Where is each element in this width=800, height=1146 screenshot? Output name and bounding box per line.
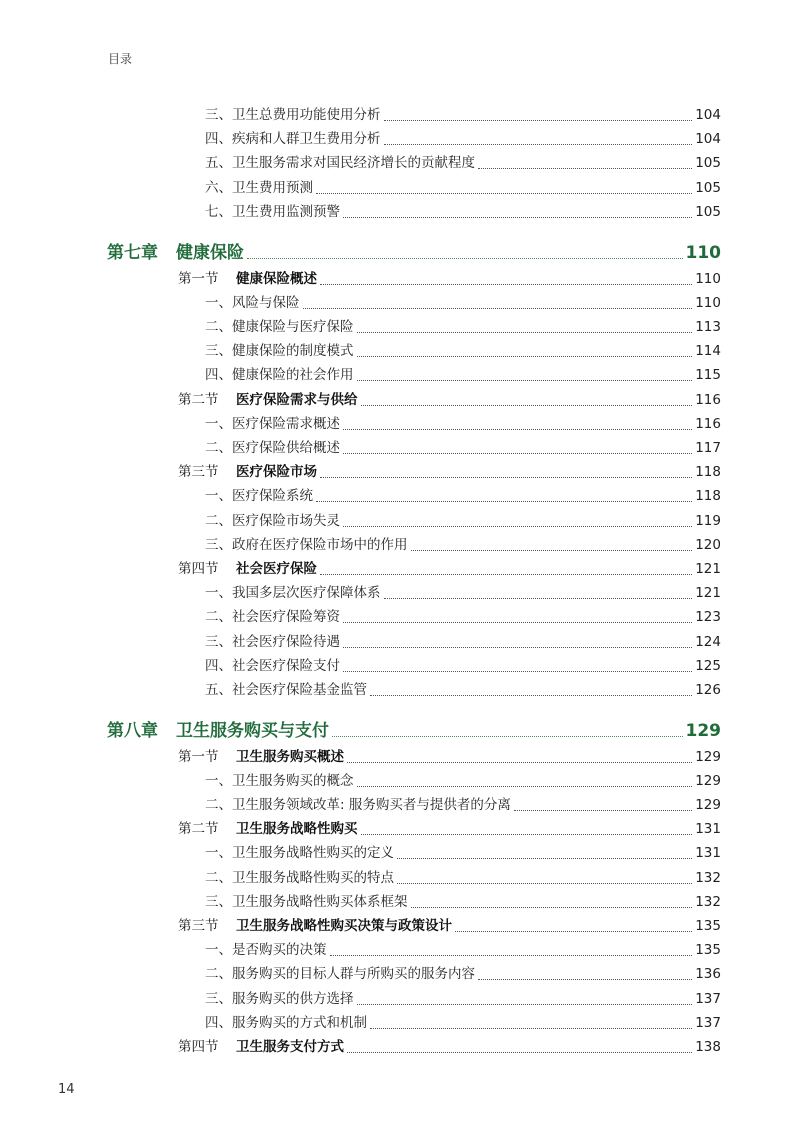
toc-chapter — [107, 239, 721, 267]
toc-page-number: 114 — [695, 343, 721, 360]
toc-page-number: 118 — [695, 488, 721, 505]
toc-item-title: 一、风险与保险 — [205, 294, 300, 311]
toc-item-title: 五、社会医疗保险基金监管 — [205, 681, 367, 698]
dot-leader — [343, 621, 692, 623]
toc-section — [178, 914, 721, 938]
toc-section — [178, 388, 721, 412]
toc-item — [205, 793, 721, 817]
dot-leader — [478, 978, 692, 980]
toc-chapter-title: 健康保险 — [176, 242, 244, 263]
toc-section-number: 第三节 — [178, 918, 219, 934]
dot-leader — [316, 500, 692, 502]
toc-item-title: 四、健康保险的社会作用 — [205, 367, 354, 384]
dot-leader — [384, 143, 693, 145]
toc-section — [178, 1035, 721, 1059]
toc-item — [205, 200, 721, 224]
toc-page-number: 121 — [695, 585, 721, 602]
toc-item-title: 七、卫生费用监测预警 — [205, 203, 340, 220]
toc-page-number: 138 — [695, 1039, 721, 1055]
dot-leader — [320, 283, 692, 285]
toc-page-number: 137 — [695, 990, 721, 1007]
dot-leader — [343, 670, 692, 672]
toc-item — [205, 654, 721, 678]
toc-page-number: 131 — [695, 821, 721, 838]
toc-chapter-title: 卫生服务购买与支付 — [176, 720, 329, 741]
toc-section-number: 第四节 — [178, 560, 219, 577]
dot-leader — [384, 119, 693, 121]
toc-section — [178, 817, 721, 841]
toc-page-number: 119 — [695, 512, 721, 529]
toc-section — [178, 557, 721, 581]
toc-item-title: 二、卫生服务战略性购买的特点 — [205, 869, 394, 886]
dot-leader — [361, 404, 693, 406]
toc-item — [205, 533, 721, 557]
toc-page-number: 116 — [695, 415, 721, 432]
toc-item-title: 一、是否购买的决策 — [205, 942, 327, 959]
toc-item — [205, 484, 721, 508]
toc-section-number: 第一节 — [178, 270, 219, 287]
toc-section-title: 卫生服务支付方式 — [236, 1039, 344, 1055]
toc-item — [205, 841, 721, 865]
dot-leader — [357, 331, 693, 333]
toc-chapter — [107, 717, 721, 745]
toc-item-title: 三、卫生总费用功能使用分析 — [205, 107, 381, 123]
dot-leader — [397, 857, 692, 859]
dot-leader — [343, 525, 692, 527]
toc-item — [205, 678, 721, 702]
toc-page-number: 117 — [695, 439, 721, 456]
toc-page-number: 105 — [695, 203, 721, 220]
dot-leader — [320, 573, 692, 575]
toc-section-title: 社会医疗保险 — [236, 560, 317, 577]
toc-item — [205, 127, 721, 151]
toc-page-number: 136 — [695, 966, 721, 983]
toc-section-number: 第四节 — [178, 1039, 219, 1055]
toc-page-number: 129 — [695, 748, 721, 765]
dot-leader — [343, 452, 692, 454]
toc-item — [205, 962, 721, 986]
toc-item — [205, 890, 721, 914]
toc-page-number: 132 — [695, 869, 721, 886]
toc-page-number: 104 — [695, 131, 721, 148]
dot-leader — [347, 761, 692, 763]
toc-chapter-number: 第七章 — [107, 242, 158, 263]
dot-leader — [370, 694, 692, 696]
toc-page-number: 135 — [695, 918, 721, 934]
toc-section — [178, 267, 721, 291]
toc-page-number: 116 — [695, 391, 721, 408]
toc-item — [205, 412, 721, 436]
toc-item-title: 三、卫生服务战略性购买体系框架 — [205, 893, 408, 910]
dot-leader — [332, 735, 683, 737]
toc-section-title: 卫生服务战略性购买决策与政策设计 — [236, 918, 452, 934]
toc-item — [205, 509, 721, 533]
toc-page-number: 110 — [685, 242, 721, 263]
toc-page-number: 126 — [695, 681, 721, 698]
toc-page-number: 125 — [695, 657, 721, 674]
dot-leader — [343, 216, 692, 218]
dot-leader — [361, 833, 693, 835]
dot-leader — [343, 428, 692, 430]
dot-leader — [357, 785, 693, 787]
toc-section-number: 第三节 — [178, 464, 219, 481]
dot-leader — [411, 906, 693, 908]
toc-item-title: 三、健康保险的制度模式 — [205, 343, 354, 360]
toc-page-number: 113 — [695, 318, 721, 335]
page-number: 14 — [58, 1082, 75, 1097]
toc-page-number: 110 — [695, 270, 721, 287]
toc-page-number: 105 — [695, 155, 721, 172]
toc-item-title: 二、卫生服务领域改革: 服务购买者与提供者的分离 — [205, 797, 511, 813]
toc-item-title: 三、政府在医疗保险市场中的作用 — [205, 536, 408, 553]
toc-item-title: 五、卫生服务需求对国民经济增长的贡献程度 — [205, 155, 475, 172]
toc-item-title: 一、医疗保险系统 — [205, 488, 313, 505]
toc-page-number: 129 — [695, 797, 721, 813]
toc-item-title: 三、社会医疗保险待遇 — [205, 633, 340, 650]
toc-section-title: 卫生服务战略性购买 — [236, 821, 358, 838]
dot-leader — [343, 646, 692, 648]
toc-section-title: 医疗保险市场 — [236, 464, 317, 481]
toc-item — [205, 866, 721, 890]
dot-leader — [320, 476, 692, 478]
toc-page-number: 132 — [695, 893, 721, 910]
toc-section-number: 第二节 — [178, 391, 219, 408]
toc-item-title: 四、疾病和人群卫生费用分析 — [205, 131, 381, 148]
toc-item-title: 六、卫生费用预测 — [205, 179, 313, 196]
toc-section-number: 第一节 — [178, 748, 219, 765]
dot-leader — [384, 597, 693, 599]
dot-leader — [411, 549, 693, 551]
toc-item — [205, 630, 721, 654]
toc-section-title: 卫生服务购买概述 — [236, 748, 344, 765]
running-header: 目录 — [108, 52, 133, 66]
dot-leader — [330, 954, 693, 956]
toc-item — [205, 581, 721, 605]
toc-page-number: 135 — [695, 942, 721, 959]
toc-page-number: 129 — [685, 720, 721, 741]
toc-item — [205, 151, 721, 175]
toc-item-title: 二、服务购买的目标人群与所购买的服务内容 — [205, 966, 475, 983]
toc-item-title: 二、社会医疗保险筹资 — [205, 609, 340, 626]
dot-leader — [357, 379, 693, 381]
toc-page-number: 105 — [695, 179, 721, 196]
dot-leader — [478, 167, 692, 169]
dot-leader — [357, 355, 693, 357]
toc-item — [205, 605, 721, 629]
dot-leader — [347, 1051, 692, 1053]
toc-item — [205, 987, 721, 1011]
toc-page-number: 131 — [695, 845, 721, 862]
toc-item — [205, 339, 721, 363]
toc-item — [205, 315, 721, 339]
dot-leader — [370, 1027, 692, 1029]
toc-item-title: 一、卫生服务购买的概念 — [205, 772, 354, 789]
toc-page-number: 104 — [695, 107, 721, 123]
toc-item-title: 一、医疗保险需求概述 — [205, 415, 340, 432]
toc-item — [205, 769, 721, 793]
toc-item-title: 一、卫生服务战略性购买的定义 — [205, 845, 394, 862]
toc-item-title: 二、健康保险与医疗保险 — [205, 318, 354, 335]
toc-item-title: 二、医疗保险市场失灵 — [205, 512, 340, 529]
toc-page-number: 123 — [695, 609, 721, 626]
toc-page-number: 137 — [695, 1014, 721, 1031]
toc-section-number: 第二节 — [178, 821, 219, 838]
dot-leader — [357, 1003, 693, 1005]
toc-page-number: 115 — [695, 367, 721, 384]
toc-item — [205, 176, 721, 200]
toc-section-title: 医疗保险需求与供给 — [236, 391, 358, 408]
dot-leader — [397, 882, 692, 884]
toc-item — [205, 363, 721, 387]
toc-item-title: 四、服务购买的方式和机制 — [205, 1014, 367, 1031]
toc-item — [205, 436, 721, 460]
toc-item-title: 三、服务购买的供方选择 — [205, 990, 354, 1007]
toc-item — [205, 1011, 721, 1035]
toc-page-number: 121 — [695, 560, 721, 577]
dot-leader — [455, 930, 692, 932]
toc-section — [178, 745, 721, 769]
toc-section — [178, 460, 721, 484]
toc-item — [205, 938, 721, 962]
dot-leader — [514, 809, 692, 811]
toc-item-title: 四、社会医疗保险支付 — [205, 657, 340, 674]
dot-leader — [247, 257, 683, 259]
toc-section-title: 健康保险概述 — [236, 270, 317, 287]
toc-item — [205, 103, 721, 127]
dot-leader — [303, 307, 693, 309]
toc-item-title: 一、我国多层次医疗保障体系 — [205, 585, 381, 602]
dot-leader — [316, 192, 692, 194]
toc-item — [205, 291, 721, 315]
toc-page-number: 118 — [695, 464, 721, 481]
toc-page-number: 120 — [695, 536, 721, 553]
toc-item-title: 二、医疗保险供给概述 — [205, 439, 340, 456]
toc-page-number: 129 — [695, 772, 721, 789]
toc-chapter-number: 第八章 — [107, 720, 158, 741]
toc-page-number: 124 — [695, 633, 721, 650]
toc-page-number: 110 — [695, 294, 721, 311]
